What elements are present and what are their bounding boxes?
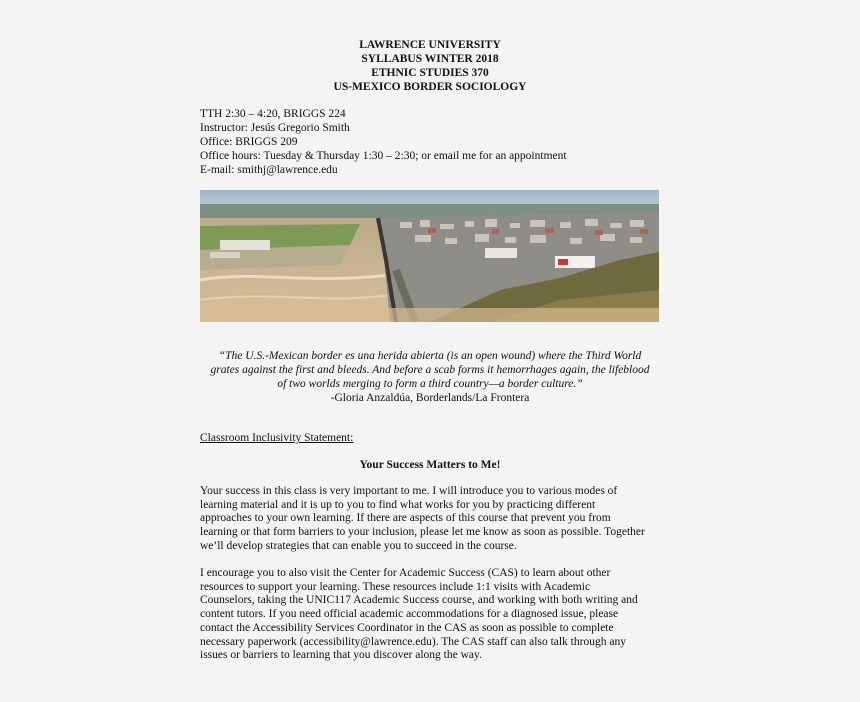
paragraph-line: Counselors, taking the UNIC117 Academic Success course, and working with both writing and [200, 594, 638, 607]
instructor-text: Instructor: Jesús Gregorio Smith [200, 122, 350, 134]
quote-attribution: -Gloria Anzaldúa, Borderlands/La Frontera [330, 392, 530, 404]
success-subheading: Your Success Matters to Me! [359, 459, 501, 471]
border-photo [200, 190, 659, 322]
paragraph-line: we’ll develop strategies that can enable you to succeed in the course. [200, 539, 517, 552]
office-hours-text: Office hours: Tuesday & Thursday 1:30 – 2:30; or email me for an appointment [200, 150, 567, 162]
paragraph-line: necessary paperwork (accessibility@lawrence.edu). The CAS staff can also talk through any [200, 635, 626, 648]
course-number: ETHNIC STUDIES 370 [371, 67, 489, 79]
course-info [200, 107, 567, 177]
paragraph-line: resources to support your learning. These resources include 1:1 visits with Academic [200, 580, 591, 593]
quote-line-3: of two worlds merging to form a third country—a border culture.” [277, 378, 583, 390]
document-header [0, 38, 860, 94]
paragraph-line: learning material and it is up to you to find what works for you by practicing different [200, 498, 596, 511]
paragraph-line: learning or that form barriers to your inclusion, please let me know as soon as possible. Together [200, 526, 645, 539]
university-name: LAWRENCE UNIVERSITY [359, 39, 501, 51]
paragraph-success [200, 485, 662, 554]
paragraph-line: I encourage you to also visit the Center for Academic Success (CAS) to learn about other [200, 567, 611, 579]
quote-line-1: “The U.S.-Mexican border es una herida abierta (is an open wound) where the Third World [218, 350, 642, 362]
paragraph-line: content tutors. If you need official academic accommodations for a diagnosed issue, please [200, 608, 619, 621]
course-title: US-MEXICO BORDER SOCIOLOGY [333, 81, 527, 93]
epigraph-quote [190, 349, 670, 405]
syllabus-term: SYLLABUS WINTER 2018 [361, 53, 499, 65]
paragraph-line: issues or barriers to learning that you discover along the way. [200, 649, 482, 662]
inclusivity-heading: Classroom Inclusivity Statement: [200, 432, 354, 444]
paragraph-line: contact the Accessibility Services Coordinator in the CAS as soon as possible to complete [200, 621, 614, 634]
office-text: Office: BRIGGS 209 [200, 136, 298, 148]
quote-line-2: grates against the first and bleeds. And before a scab forms it hemorrhages again, the lifeblood [210, 364, 650, 376]
paragraph-line: Your success in this class is very important to me. I will introduce you to various modes of [200, 485, 618, 497]
schedule-text: TTH 2:30 – 4:20, BRIGGS 224 [200, 108, 346, 120]
email-text: E-mail: smithj@lawrence.edu [200, 164, 338, 176]
paragraph-cas [200, 567, 662, 663]
paragraph-line: approaches to your own learning. If there are aspects of this course that prevent you from [200, 512, 611, 525]
